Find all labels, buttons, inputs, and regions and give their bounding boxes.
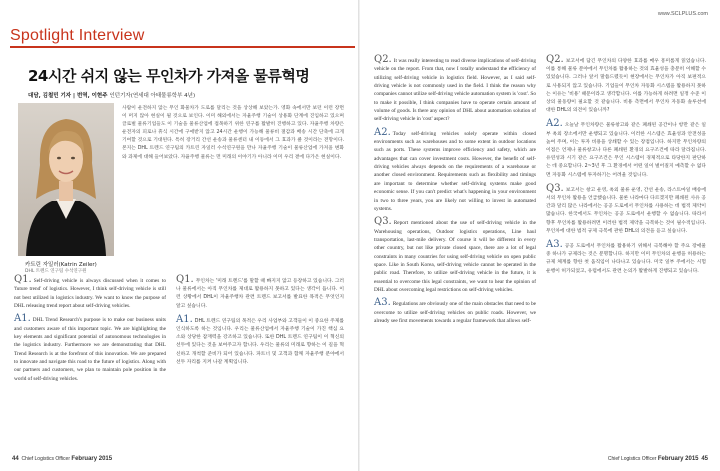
qa-tag: A1. bbox=[176, 313, 193, 325]
issue-date: February 2015 bbox=[71, 456, 113, 462]
section-rule bbox=[10, 46, 355, 48]
interviewee-photo bbox=[18, 103, 114, 256]
right-footer bbox=[608, 456, 708, 462]
photo-caption-title: DHL 트렌드 연구팀 수석연구원 bbox=[25, 269, 87, 274]
qa-text: It was really interesting to read diverse implications of self-driving vehicle on the report. From that, now I totally understand the efficiency of utilizing self-driving vehicle in logistics field. However, as I said self-driving vehicle is not commonly used in the field. I think the reason why companies cannot utilize self-driving vehicle automation system is 'cost'. So to make it possible, I think companies have to operate certain amount of volume of goods. Is there any opinion of DHL about automation solution of self-driving vehicle in 'cost' aspect? bbox=[374, 58, 536, 123]
byline bbox=[28, 91, 195, 99]
page-number: 45 bbox=[701, 456, 708, 462]
qa-text: DHL Trend Research's purpose is to make our business units and customers aware of this important topic. We are highlighting the key elements and significant potential of autonomous technologies in the logistics industry. Furthermore we are demonstrating that DHL Trend Research is at the forefront of this innovation. We are prepared to innovate and navigate this road to the future of logistics. Along with our partners and customers, we plan to maintain pole position in the world of self-driving vehicles. bbox=[14, 317, 166, 382]
right-page bbox=[360, 0, 720, 471]
qa-text: 보고서에 담긴 무인차의 다양한 효과를 매우 흥미롭게 읽었습니다. 이를 통해 물류 분야에서 무인차를 활용하는 것의 효율성을 충분히 이해할 수 있었습니다. 그러나 앞서 말씀드렸듯이 현장에서는 무인차가 아직 보편적으로 사용되지 않고 있습니다. 기업들이 무인차 자동화 시스템을 활용하지 못하는 이유는 '비용' 때문이라고 생각합니다. 이를 가능하게 하려면 일정 수준 이상의 물동량이 필요할 것 같습니다. 비용 측면에서 무인차 자동화 솔루션에 대한 DHL의 의견이 있습니까? bbox=[546, 59, 706, 114]
qa-item bbox=[374, 218, 536, 294]
qa-tag: A3. bbox=[546, 239, 563, 251]
qa-text: 오늘날 무인차량은 물류창고와 같은 폐쇄된 공간이나 항만 같은 일부 옥외 장소에서만 운행되고 있습니다. 이러한 시스템은 효율성과 안전성을 높여 주며, 이는 투자 비용을 상쇄할 수 있는 장점입니다. 하지만 무인차량의 이점은 언제나 물류창고나 다른 폐쇄된 환경의 요구조건에 따라 달라집니다. 유연성과 시기 같은 요구조건은 무인 시스템이 경제적으로 타당한지 판단하는 데 중요합니다. 2~3년 후 그 환경에서 어떤 일이 벌어질지 예측할 수 없다면 자동화 시스템에 투자하기는 어려울 것입니다. bbox=[546, 123, 706, 178]
right-korean-column bbox=[546, 56, 706, 281]
article-intro: 사람이 운전하지 않는 무인 화물차가 도로를 달리는 것을 상상해 보았는가. 영화 속에서만 보던 이런 장면이 머지 않아 현실이 될 것으로 보인다. 이미 해외에서는 자율주행 기술이 상용화 단계에 진입하고 있으며 글로벌 물류기업들도 이 기술을 물류산업에 접목하기 위한 연구를 활발히 진행하고 있다. 자율주행 차량은 운전자의 피로나 휴식 시간에 구애받지 않고 24시간 운행이 가능해 물류비 절감과 배송 시간 단축에 크게 기여할 것으로 기대된다. 특히 장거리 간선 운송과 물류센터 내 이동에서 그 효과가 클 것이라는 전망이다. 본지는 DHL 트렌드 연구팀의 카트린 자일러 수석연구원을 만나 자율주행 기술이 물류산업에 가져올 변화와 과제에 대해 들어보았다. 자율주행 물류는 먼 미래의 이야기가 아니라 이미 우리 곁에 다가온 현실이다. bbox=[122, 106, 344, 160]
qa-tag: A3. bbox=[374, 297, 391, 309]
qa-item bbox=[374, 126, 536, 213]
qa-tag: A2. bbox=[374, 126, 391, 138]
qa-item bbox=[14, 276, 166, 310]
photo-caption-name: 카트린 자일러(Katrin Zeiler) bbox=[25, 262, 97, 268]
right-english-column bbox=[374, 56, 536, 330]
qa-tag: Q3. bbox=[374, 216, 392, 228]
page-number: 44 bbox=[12, 456, 19, 462]
byline-role: 인턴기자(연세대 아태물류학부 4년) bbox=[109, 93, 196, 99]
article-headline: 24시간 쉬지 않는 무인차가 가져올 물류혁명 bbox=[28, 67, 310, 85]
qa-text: Today self-driving vehicles solely operate within closed environments such as warehouses and to some extent in outdoor locations such as ports. These systems improve efficiency and safety, which are advantages that can cover investment costs. However, the benefit of self-driving vehicles always depends on the requirements of a warehouse or another closed environment. Requirements such as flexibility and timings are important to determine whether self-driving systems make good economic sense. If you can't predict what's happening in your environment in two to three years, you are likely not willing to invest in automated systems. bbox=[374, 130, 536, 212]
qa-tag: Q2. bbox=[374, 54, 392, 65]
left-korean-column bbox=[176, 276, 344, 372]
qa-tag: A1. bbox=[14, 313, 31, 325]
qa-text: Self-driving vehicle is always discussed when it comes to 'future trend' of logistics. However, I think self-driving vehicle is still not best utilized in logistics industry. We want to know the purpose of DHL releasing trend report about self-driving vehicles. bbox=[14, 278, 166, 310]
issue-date: February 2015 bbox=[657, 456, 699, 462]
qa-item bbox=[176, 313, 344, 367]
qa-tag: Q1. bbox=[176, 274, 194, 285]
magazine-name: Chief Logistics Officer bbox=[21, 456, 71, 462]
qa-text: 공공 도로에서 무인차를 활용하기 위해서 극복해야 할 주요 장애물 중 하나가 규제라는 것은 분명합니다. 하지만 이미 무인차의 운행을 허용하는 규제 체계를 향한 첫 움직임이 나타나고 있습니다. 미국 일부 주에서는 시험 운행이 허가되었고, 유럽에서도 관련 논의가 활발하게 진행되고 있습니다. bbox=[546, 244, 706, 274]
qa-tag: Q3. bbox=[546, 182, 564, 194]
qa-item bbox=[546, 56, 706, 115]
left-english-column bbox=[14, 276, 166, 388]
qa-tag: Q1. bbox=[14, 274, 32, 285]
qa-text: 무인차는 '미래 트렌드'를 말할 때 빠지지 않고 등장하고 있습니다. 그러나 물류에서는 아직 무인차를 제대로 활용하지 못하고 있다는 생각이 듭니다. 이런 상황에서 DHL이 자율주행차 관련 트렌드 보고서를 발표한 목적은 무엇인지 알고 싶습니다. bbox=[176, 279, 344, 309]
qa-text: DHL 트렌드 연구팀의 목적은 우리 사업부와 고객들이 이 중요한 주제를 인식하도록 하는 것입니다. 우리는 물류산업에서 자율주행 기술이 가진 핵심 요소와 상당한 잠재력을 강조하고 있습니다. 또한 DHL 트렌드 연구팀이 이 혁신의 선두에 있다는 것을 보여주고자 합니다. 우리는 물류의 미래로 향하는 이 길을 혁신하고 개척할 준비가 되어 있습니다. 파트너 및 고객과 함께 자율주행 분야에서 선두 자리를 지켜 나갈 계획입니다. bbox=[176, 318, 344, 365]
left-page bbox=[0, 0, 359, 471]
qa-tag: Q2. bbox=[546, 54, 564, 65]
site-url: www.SCLPLUS.com bbox=[657, 11, 708, 17]
section-title: Spotlight Interview bbox=[10, 27, 145, 44]
byline-authors: 대담, 김철민 기자 | 번역, 이현주 bbox=[28, 93, 110, 99]
magazine-name: Chief Logistics Officer bbox=[607, 456, 657, 462]
qa-item bbox=[14, 315, 166, 383]
qa-item bbox=[546, 241, 706, 276]
qa-text: 보고서는 창고 운영, 옥외 물류 운영, 간선 운송, 라스트마일 배송에서의 무인차 활용을 언급했습니다. 물론 나라마다 다르겠지만 폐쇄된 사유 공간과 달리 많은 나라에서는 공공 도로에서 무인차를 사용하는 데 법적 제약이 많습니다. 한국에서도 무인차는 공공 도로에서 운행할 수 없습니다. 따라서 향후 무인차를 활용하려면 이러한 법적 제약을 극복하는 것이 필수적입니다. 무인차에 대한 법적 규제 극복에 관한 DHL의 의견을 듣고 싶습니다. bbox=[546, 187, 706, 234]
qa-text: Report mentioned about the use of self-driving vehicle in the Warehousing operations, Outdoor logistics operations, Line haul transportation, last-mile delivery. Of course it will be different in every other country, but not like private closed space, there are a lot of legal constraints in many countries for using self-driving vehicle on open public space. Like in South Korea, self-driving vehicle cannot be operated in the public road. Therefore, to utilize self-driving vehicle in the future, it is essential to overcome this legal constraints, we want to hear the opinion of DHL about overcoming legal restrictions on self-driving vehicles. bbox=[374, 220, 536, 293]
qa-item bbox=[546, 182, 706, 236]
qa-item bbox=[176, 276, 344, 311]
qa-item bbox=[374, 56, 536, 124]
qa-item bbox=[374, 299, 536, 325]
qa-item bbox=[546, 120, 706, 179]
qa-text: Regulations are obviously one of the main obstacles that need to be overcome to utilize self-driving vehicles on public roads. However, we already see first movements towards a regular framework that allows self- bbox=[374, 301, 536, 324]
qa-tag: A2. bbox=[546, 118, 563, 130]
left-footer bbox=[12, 456, 112, 462]
